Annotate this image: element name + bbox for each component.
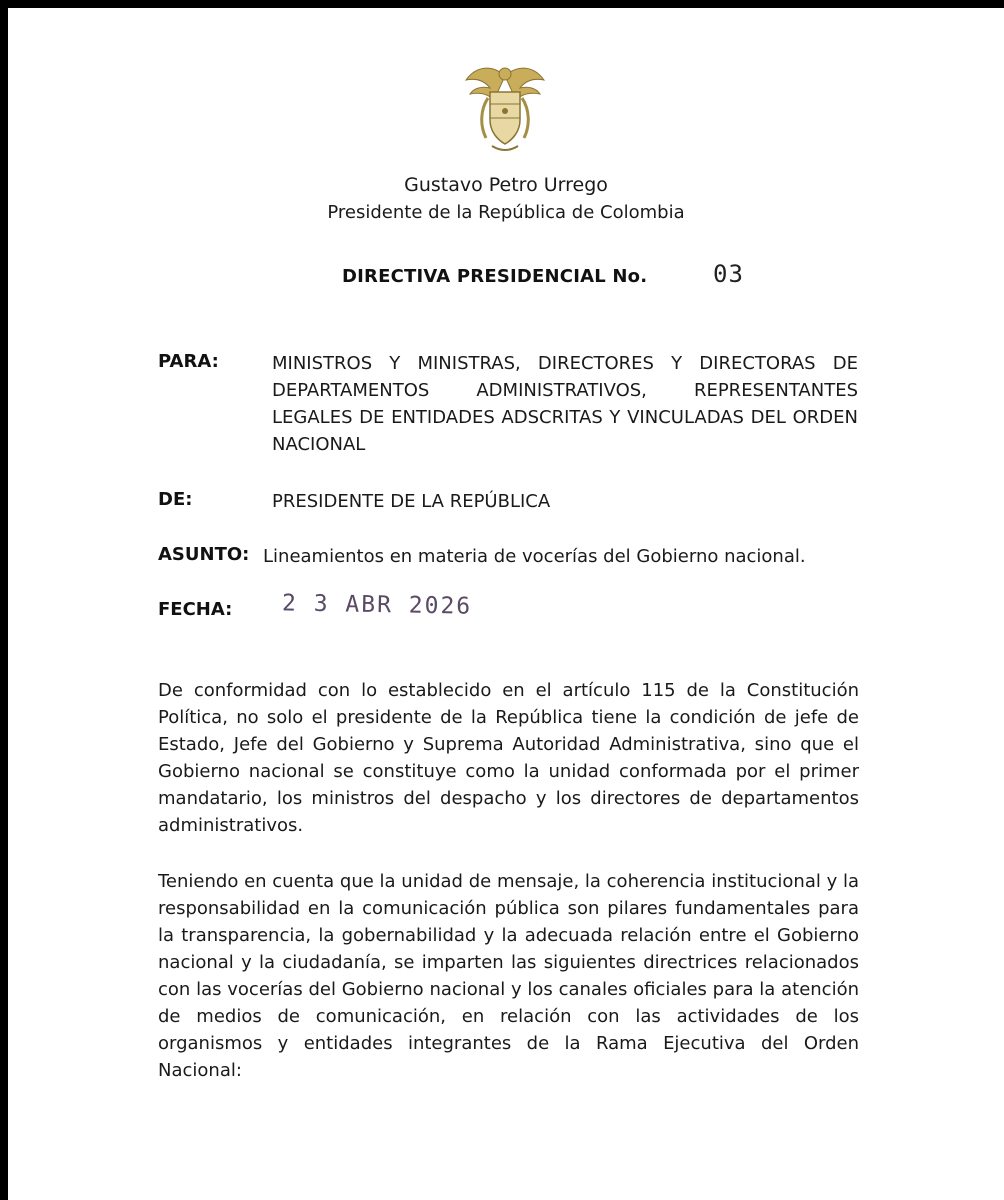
body-paragraph-2: Teniendo en cuenta que la unidad de mensaje, la coherencia institucional y la responsabilidad en la comunicación pública son pilares fundamentales para la transparencia, la gobernabilidad y la adecuada relación entre el Gobierno nacional y la ciudadanía, se imparten las siguientes directrices relacionados con las vocerías del Gobierno nacional y los canales oficiales para la atención de medios de comunicación, en relación con las actividades de los organismos y entidades integrantes de la Rama Ejecutiva del Orden Nacional: bbox=[158, 871, 859, 1081]
document-page bbox=[8, 8, 1004, 1200]
date-stamp: 2 3 ABR 2026 bbox=[281, 590, 473, 620]
subject-label: ASUNTO: bbox=[158, 544, 250, 565]
directive-title: DIRECTIVA PRESIDENCIAL No. bbox=[342, 266, 648, 287]
directive-number: 03 bbox=[713, 260, 744, 288]
from-label: DE: bbox=[158, 489, 193, 510]
sender-title: Presidente de la República de Colombia bbox=[327, 202, 685, 223]
to-value: MINISTROS Y MINISTRAS, DIRECTORES Y DIRECTORAS DE DEPARTAMENTOS ADMINISTRATIVOS, REPRESENTANTES LEGALES DE ENTIDADES ADSCRITAS Y VINCULADAS DEL ORDEN NACIONAL bbox=[272, 353, 858, 455]
body-paragraph-1: De conformidad con lo establecido en el artículo 115 de la Constitución Política, no solo el presidente de la República tiene la condición de jefe de Estado, Jefe del Gobierno y Suprema Autoridad Administrativa, sino que el Gobierno nacional se constituye como la unidad conformada por el primer mandatario, los ministros del despacho y los directores de departamentos administrativos. bbox=[158, 680, 859, 836]
subject-value: Lineamientos en materia de vocerías del Gobierno nacional. bbox=[263, 546, 806, 567]
sender-name: Gustavo Petro Urrego bbox=[404, 174, 608, 196]
coat-of-arms-seal bbox=[462, 58, 548, 158]
date-label: FECHA: bbox=[158, 599, 233, 620]
from-value: PRESIDENTE DE LA REPÚBLICA bbox=[272, 491, 551, 512]
to-label: PARA: bbox=[158, 351, 219, 372]
